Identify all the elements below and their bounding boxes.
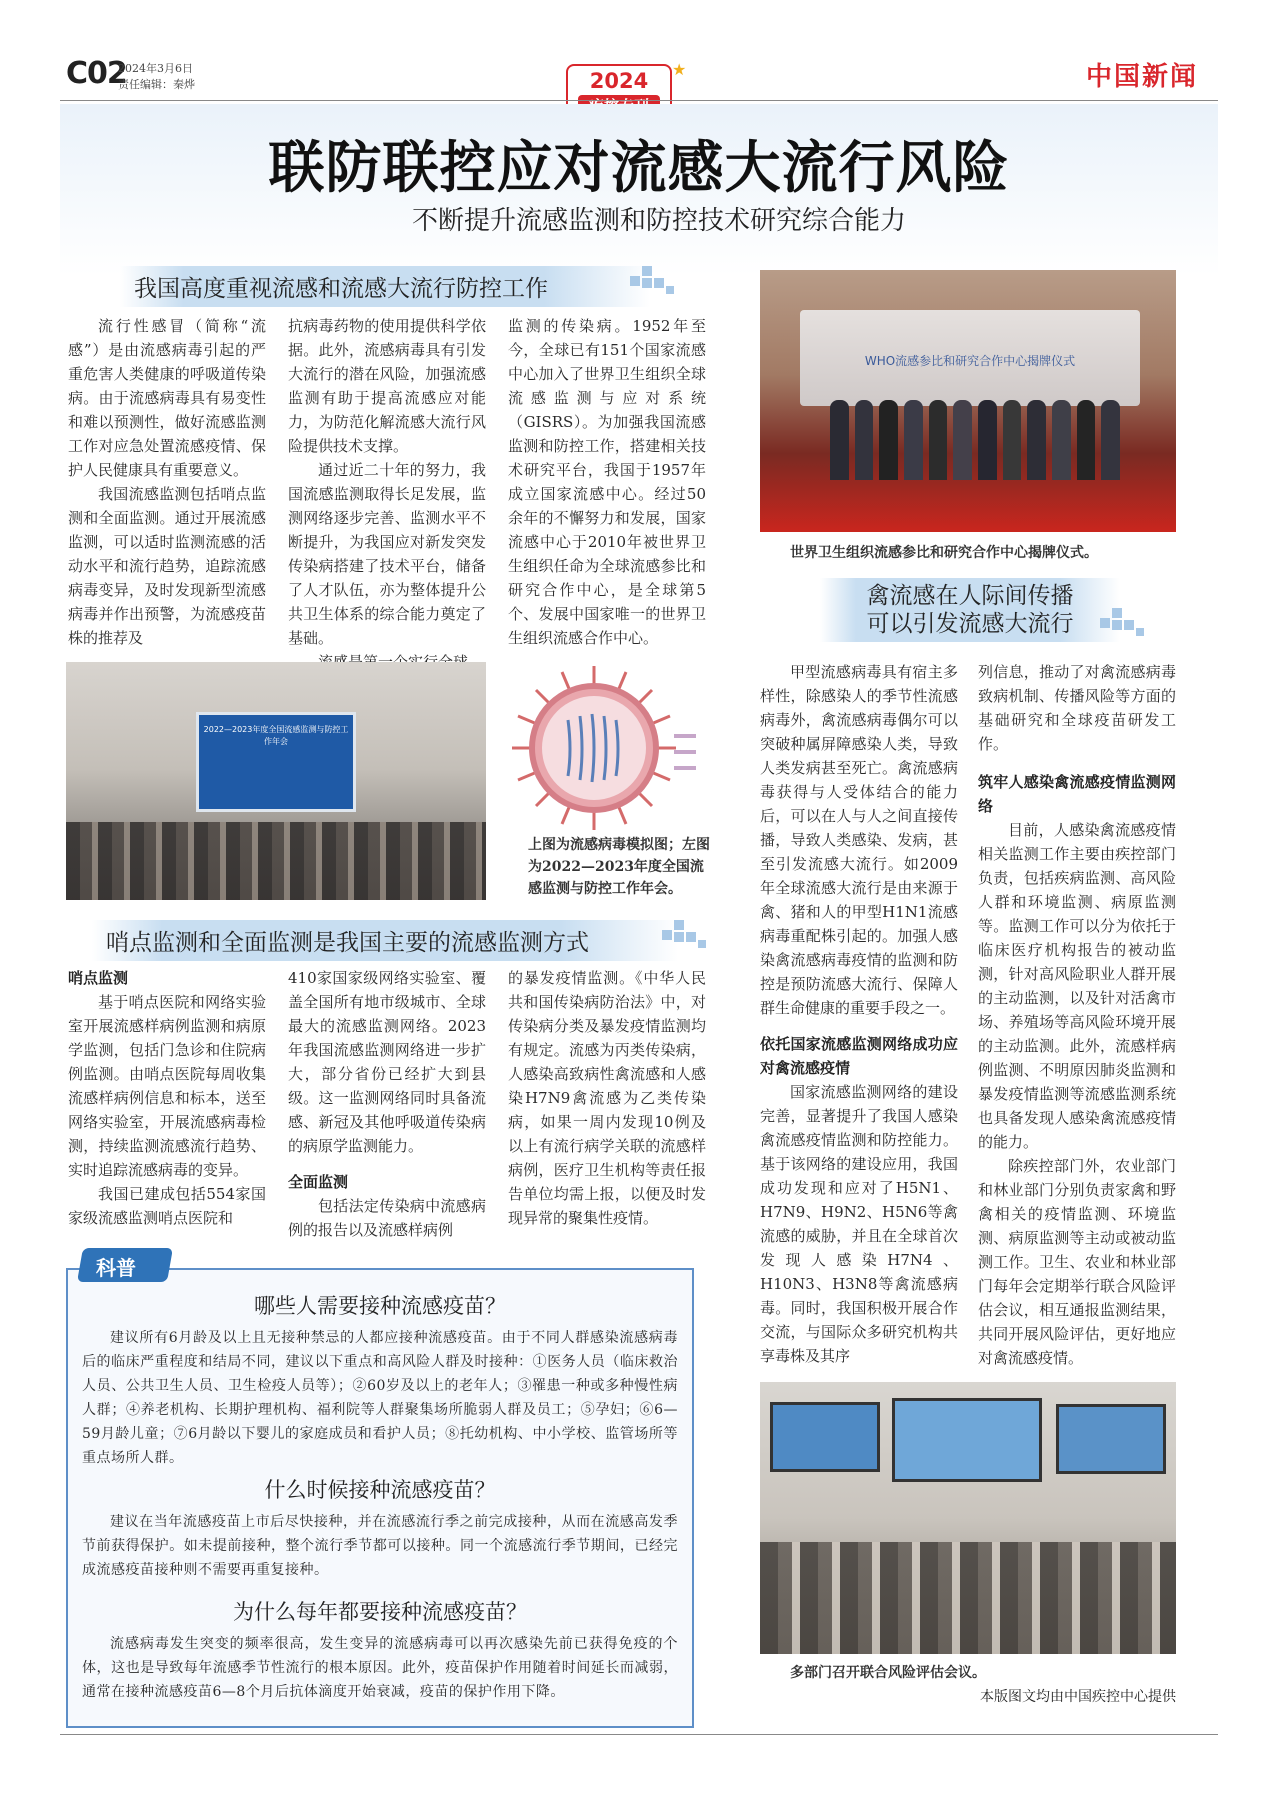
conference-screen-text: 2022—2023年度全国流感监测与防控工作年会 (203, 725, 349, 746)
header-rule (60, 100, 1218, 101)
decor-squares-2 (1100, 608, 1146, 638)
kepu-question-2: 什么时候接种流感疫苗？ (264, 1478, 496, 1502)
kepu-tag-text: 科普 (96, 1256, 136, 1280)
influenza-virus-illustration (506, 660, 702, 836)
decor-squares-1 (630, 266, 676, 296)
ceremony-caption: 世界卫生组织流感参比和研究合作中心揭牌仪式。 (790, 545, 1098, 561)
badge-year: 2024 (589, 69, 649, 93)
photo-credit: 本版图文均由中国疾控中心提供 (980, 1689, 1176, 1705)
section3-subhead1: 哨点监测 (68, 969, 129, 987)
section1-title: 我国高度重视流感和流感大流行防控工作 (120, 266, 650, 307)
section1-col1: 流行性感冒（简称“流感”）是由流感病毒引起的严重危害人类健康的呼吸道传染病。由于流感病毒具有易变性和难以预测性，做好流感监测工作对应急处置流感疫情、保护人民健康具有重要意义。 我国流感监测包括哨点监测和全面监测。通过开展流感监测，可以适时监测流感的活动水平和流行趋势，追踪流感病毒变异，及时发现新型流感病毒并作出预警，为流感疫苗株的推荐及 (68, 317, 266, 647)
section3-col3: 的暴发疫情监测。《中华人民共和国传染病防治法》中，对传染病分类及暴发疫情监测均有规定。流感为丙类传染病，人感染高致病性禽流感和人感染H7N9禽流感为乙类传染病，如果一周内发现10例及以上有流行病学关联的流感样病例，医疗卫生机构等责任报告单位均需上报，以便及时发现异常的聚集性疫情。 (508, 969, 706, 1227)
section2-title-line1: 禽流感在人际间传播 (866, 583, 1074, 609)
main-headline: 联防联控应对流感大流行风险 (268, 135, 1010, 201)
decor-squares-3 (662, 920, 708, 950)
virus-caption: 上图为流感病毒模拟图；左图为2022—2023年度全国流感监测与防控工作年会。 (528, 837, 710, 897)
star-icon: ★ (672, 60, 687, 79)
section1-col3: 监测的传染病。1952年至今，全球已有151个国家流感中心加入了世界卫生组织全球流感监测与应对系统（GISRS）。为加强我国流感监测和防控工作，搭建相关技术研究平台，我国于1957年成立国家流感中心。经过50余年的不懈努力和发展，国家流感中心于2010年被世界卫生组织任命为全球流感参比和研究合作中心，是全球第5个、发展中国家唯一的世界卫生组织流感合作中心。 (508, 317, 706, 647)
section3-col2: 410家国家级网络实验室、覆盖全国所有地市级城市、全球最大的流感监测网络。2023年我国流感监测网络进一步扩大，部分省份已经扩大到县级。这一监测网络同时具备流感、新冠及其他呼吸道传染病的病原学监测能力。 全面监测 包括法定传染病中流感病例的报告以及流感样病例 (288, 969, 486, 1239)
section2-title (820, 578, 1120, 642)
section2-title-line2: 可以引发流感大流行 (866, 611, 1074, 637)
paper-logo: 中国新闻 (1086, 62, 1199, 92)
section1-col2: 抗病毒药物的使用提供科学依据。此外，流感病毒具有引发大流行的潜在风险，加强流感监测有助于提高流感应对能力，为防范化解流感大流行风险提供技术支撑。 通过近二十年的努力，我国流感监测取得长足发展，监测网络逐步完善、监测水平不断提升，为我国应对新发突发传染病搭建了技术平台，储备了人才队伍，亦为整体提升公共卫生体系的综合能力奠定了基础。 (288, 317, 486, 647)
section2-col2: 列信息，推动了对禽流感病毒致病机制、传播风险等方面的基础研究和全球疫苗研发工作。 筑牢人感染禽流感疫情监测网络 目前，人感染禽流感疫情相关监测工作主要由疾控部门负责，包括疾病监测、高风险人群和环境监测、病原监测等。监测工作可以分为依托于临床医疗机构报告的被动监测，针对高风险职业人群开展的主动监测，以及针对活禽市场、养殖场等高风险环境开展的主动监测。此外，流感样病例监测、不明原因肺炎监测和暴发疫情监测等流感监测系统也具备发现人感染禽流感疫情的能力。 除疾控部门外，农业部门和林业部门分别负责家禽和野禽相关的疫情监测、环境监测、病原监测等主动或被动监测工作。卫生、农业和林业部门每年会定期举行联合风险评估会议，相互通报监测结果，共同开展风险评估，更好地应对禽流感疫情。 (978, 663, 1176, 1367)
meeting-photo (760, 1382, 1176, 1654)
section2-col1: 甲型流感病毒具有宿主多样性，除感染人的季节性流感病毒外，禽流感病毒偶尔可以突破种属屏障感染人类，导致人类发病甚至死亡。禽流感病毒获得与人受体结合的能力后，可以在人与人之间直接传播，导致人类感染、发病，甚至引发流感大流行。如2009年全球流感大流行是由来源于禽、猪和人的甲型H1N1流感病毒重配株引起的。加强人感染禽流感病毒疫情的监测和防控是预防流感大流行、保障人群生命健康的重要手段之一。 依托国家流感监测网络成功应对禽流感疫情 国家流感监测网络的建设完善，显著提升了我国人感染禽流感疫情监测和防控能力。基于该网络的建设应用，我国成功发现和应对了H5N1、H7N9、H9N2、H5N6等禽流感的威胁，并且在全球首次发现人感染H7N4、H10N3、H3N8等禽流感病毒。同时，我国积极开展合作交流，与国际众多研究机构共享毒株及其序 (760, 663, 958, 1365)
sub-headline: 不断提升流感监测和防控技术研究综合能力 (411, 206, 906, 236)
kepu-question-3: 为什么每年都要接种流感疫苗？ (233, 1600, 527, 1624)
meeting-caption: 多部门召开联合风险评估会议。 (790, 1665, 986, 1681)
kepu-answer-3: 流感病毒发生突变的频率很高，发生变异的流感病毒可以再次感染先前已获得免疫的个体，这也是导致每年流感季节性流行的根本原因。此外，疫苗保护作用随着时间延长而减弱，通常在接种流感疫苗6—8个月后抗体滴度开始衰减，疫苗的保护作用下降。 (82, 1636, 678, 1700)
issue-date: 2024年3月6日 (118, 62, 193, 75)
conference-photo (66, 662, 486, 900)
ceremony-photo (760, 270, 1176, 532)
kepu-question-1: 哪些人需要接种流感疫苗？ (254, 1294, 506, 1318)
section2-subhead1: 依托国家流感监测网络成功应对禽流感疫情 (760, 1035, 958, 1077)
page-code: C02 (66, 56, 127, 91)
footer-rule (60, 1734, 1218, 1735)
ceremony-sign: WHO流感参比和研究合作中心揭牌仪式 (864, 354, 1076, 368)
section2-subhead2: 筑牢人感染禽流感疫情监测网络 (978, 773, 1176, 815)
section3-subhead2: 全面监测 (288, 1173, 349, 1191)
section3-title: 哨点监测和全面监测是我国主要的流感监测方式 (92, 920, 678, 961)
kepu-answer-1: 建议所有6月龄及以上且无接种禁忌的人都应接种流感疫苗。由于不同人群感染流感病毒后的临床严重程度和结局不同，建议以下重点和高风险人群及时接种：①医务人员（临床救治人员、公共卫生人员、卫生检疫人员等）；②60岁及以上的老年人；③罹患一种或多种慢性病人群；④养老机构、长期护理机构、福利院等人群聚集场所脆弱人群及员工；⑤孕妇；⑥6—59月龄儿童；⑦6月龄以下婴儿的家庭成员和看护人员；⑧托幼机构、中小学校、监管场所等重点场所人群。 (82, 1330, 678, 1466)
section3-col1: 哨点监测 基于哨点医院和网络实验室开展流感样病例监测和病原学监测，包括门急诊和住院病例监测。由哨点医院每周收集流感样病例信息和标本，送至网络实验室，开展流感病毒检测，持续监测流感流行趋势、实时追踪流感病毒的变异。 我国已建成包括554家国家级流感监测哨点医院和 (68, 966, 266, 1230)
editor-credit: 责任编辑：秦烨 (118, 78, 195, 91)
kepu-answer-2: 建议在当年流感疫苗上市后尽快接种，并在流感流行季之前完成接种，从而在流感高发季节前获得保护。如未提前接种，整个流行季节都可以接种。同一个流感流行季节期间，已经完成流感疫苗接种则不需要再重复接种。 (82, 1514, 678, 1578)
